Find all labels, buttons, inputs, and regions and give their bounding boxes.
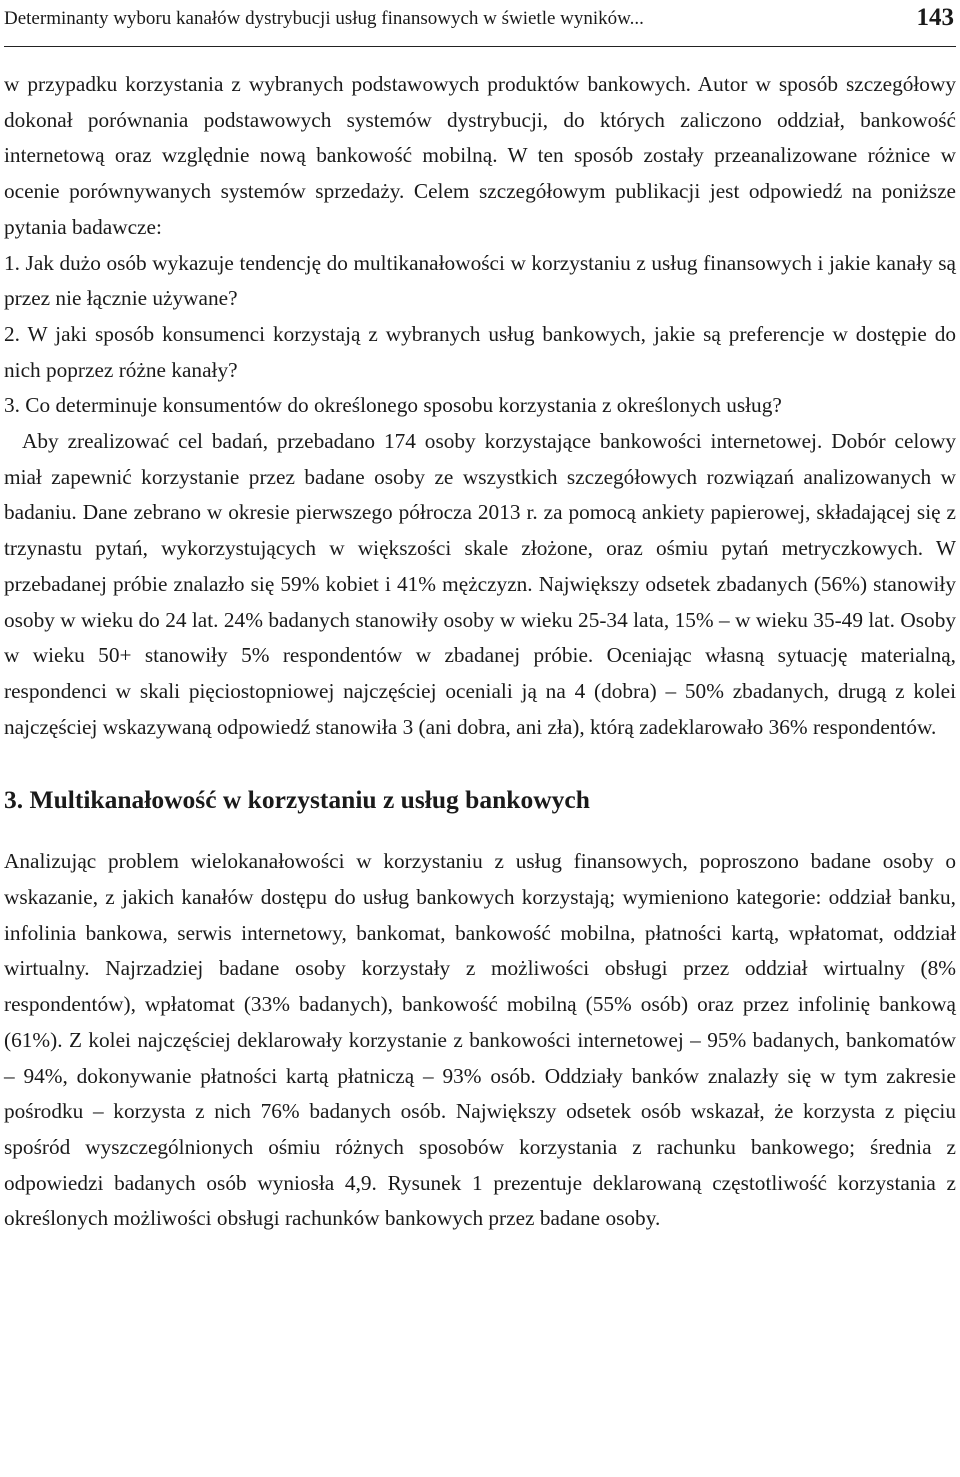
method-paragraph: Aby zrealizować cel badań, przebadano 174 osoby korzystające bankowości internetowej. Dobór celowy miał zapewnić korzystanie przez badane osoby ze wszystkich szczegółowych rozwiązań analizowanych w badaniu. Dane zebrano w okresie pierwszego półrocza 2013 r. za pomocą ankiety papierowej, składającej się z trzynastu pytań, wykorzystujących w większości skale złożone, oraz ośmiu pytań metryczkowych. W przebadanej próbie znalazło się 59% kobiet i 41% mężczyzn. Największy odsetek zbadanych (56%) stanowiły osoby w wieku do 24 lat. 24% badanych stanowiły osoby w wieku 25-34 lata, 15% – w wieku 35-49 lat. Osoby w wieku 50+ stanowiły 5% respondentów w zbadanej próbie. Oceniając własną sytuację materialną, respondenci w skali pięciostopniowej najczęściej oceniali ją na 4 (dobra) – 50% zbadanych, drugą z kolei najczęściej wskazywaną odpowiedź stanowiła 3 (ani dobra, ani zła), którą zadeklarowało 36% respondentów. [4, 429, 956, 739]
running-title: Determinanty wyboru kanałów dystrybucji usług finansowych w świetle wyników... [4, 8, 644, 29]
document-page [4, 0, 956, 1237]
research-question-1: 1. Jak dużo osób wykazuje tendencję do multikanałowości w korzystaniu z usług finansowych i jakie kanały są przez nie łącznie używane? [4, 250, 956, 311]
section-heading: 3. Multikanałowość w korzystaniu z usług bankowych [4, 785, 590, 815]
page-number: 143 [916, 4, 954, 31]
running-header [4, 0, 956, 47]
intro-paragraph: w przypadku korzystania z wybranych podstawowych produktów bankowych. Autor w sposób szczegółowy dokonał porównania podstawowych systemów dystrybucji, do których zaliczono oddział, bankowość internetową oraz względnie nową bankowość mobilną. W ten sposób zostały przeanalizowane różnice w ocenie porównywanych systemów sprzedaży. Celem szczegółowym publikacji jest odpowiedź na poniższe pytania badawcze: [4, 72, 956, 239]
section-paragraph: Analizując problem wielokanałowości w korzystaniu z usług finansowych, poproszono badane osoby o wskazanie, z jakich kanałów dostępu do usług bankowych korzystają; wymieniono kategorie: oddział banku, infolinia bankowa, serwis internetowy, bankomat, bankowość mobilna, płatności kartą, wpłatomat, oddział wirtualny. Najrzadziej badane osoby korzystały z możliwości obsługi przez oddział wirtualny (8% respondentów), wpłatomat (33% badanych), bankowość mobilną (55% osób) oraz przez infolinię bankową (61%). Z kolei najczęściej deklarowały korzystanie z bankowości internetowej – 95% badanych, bankomatów – 94%, dokonywanie płatności kartą płatniczą – 93% osób. Oddziały banków znalazły się w tym zakresie pośrodku – korzysta z nich 76% badanych osób. Największy odsetek osób wskazał, że korzysta z pięciu spośród wyszczególnionych ośmiu różnych sposobów korzystania z rachunku bankowego; średnia z odpowiedzi badanych osób wyniosła 4,9. Rysunek 1 prezentuje deklarowaną częstotliwość korzystania z określonych możliwości obsługi rachunków bankowych przez badane osoby. [4, 849, 956, 1231]
research-question-3: 3. Co determinuje konsumentów do określonego sposobu korzystania z określonych usług? [4, 393, 782, 418]
research-question-2: 2. W jaki sposób konsumenci korzystają z wybranych usług bankowych, jakie są preferencje w dostępie do nich poprzez różne kanały? [4, 321, 956, 382]
